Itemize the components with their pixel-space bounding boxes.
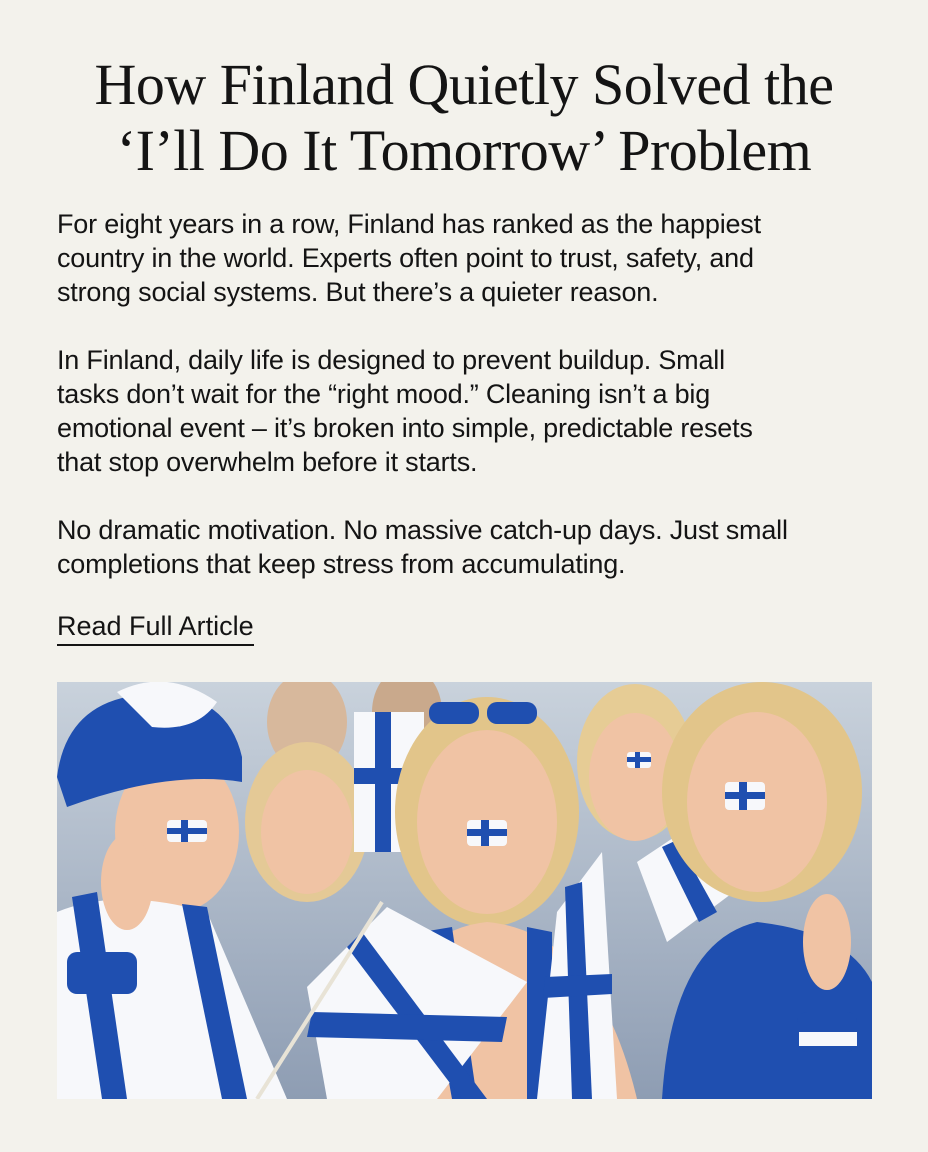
paragraph-line: emotional event – it’s broken into simple, predictable resets [57,413,753,443]
paragraph-3 [57,513,888,581]
read-full-article-link[interactable]: Read Full Article [57,609,254,646]
paragraph-1 [57,207,888,309]
paragraph-line: In Finland, daily life is designed to prevent buildup. Small [57,345,725,375]
paragraph-line: completions that keep stress from accumulating. [57,549,626,579]
title-line-2: ‘I’ll Do It Tomorrow’ Problem [116,118,812,183]
paragraph-line: that stop overwhelm before it starts. [57,447,478,477]
finnish-fans-illustration [57,682,872,1099]
paragraph-line: strong social systems. But there’s a quieter reason. [57,277,659,307]
paragraph-line: tasks don’t wait for the “right mood.” Cleaning isn’t a big [57,379,711,409]
paragraph-line: country in the world. Experts often point to trust, safety, and [57,243,754,273]
article-body [57,207,888,615]
title-line-1: How Finland Quietly Solved the [94,52,834,117]
paragraph-line: For eight years in a row, Finland has ranked as the happiest [57,209,761,239]
paragraph-line: No dramatic motivation. No massive catch-up days. Just small [57,515,788,545]
article-title [40,52,888,184]
paragraph-2 [57,343,888,479]
hero-image [57,682,872,1099]
